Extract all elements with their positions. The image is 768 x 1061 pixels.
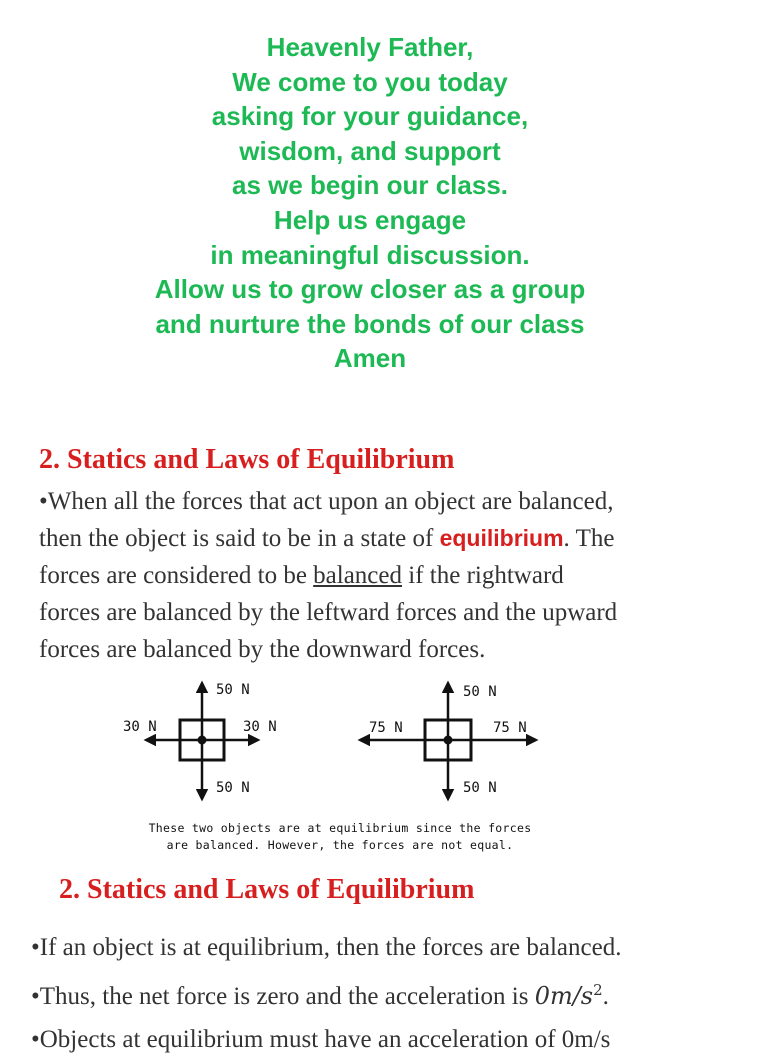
equilibrium-paragraph bbox=[39, 483, 759, 668]
paragraph-line: forces are balanced by the downward forces. bbox=[39, 636, 486, 663]
center-point bbox=[444, 736, 453, 745]
force-label-up: 50 N bbox=[463, 684, 497, 700]
paragraph-line: forces are balanced by the leftward forces and the upward bbox=[39, 599, 618, 626]
caption-line: are balanced. However, the forces are not equal. bbox=[166, 838, 514, 852]
force-label-left: 30 N bbox=[123, 719, 157, 735]
prayer-line: Amen bbox=[333, 343, 407, 374]
free-body-diagram-left bbox=[123, 682, 277, 799]
force-label-down: 50 N bbox=[216, 780, 250, 796]
prayer-block bbox=[0, 30, 740, 376]
equilibrium-term: equilibrium bbox=[439, 525, 564, 551]
prayer-line: as we begin our class. bbox=[232, 170, 508, 201]
section-heading: 2. Statics and Laws of Equilibrium bbox=[59, 874, 475, 905]
paragraph-text: . The bbox=[563, 525, 615, 552]
force-label-right: 75 N bbox=[493, 720, 527, 736]
section-heading: 2. Statics and Laws of Equilibrium bbox=[39, 444, 455, 475]
force-label-up: 50 N bbox=[216, 682, 250, 698]
prayer-line: We come to you today bbox=[232, 66, 508, 97]
force-label-left: 75 N bbox=[369, 720, 403, 736]
force-label-right: 30 N bbox=[243, 719, 277, 735]
bullet-list bbox=[31, 926, 768, 1061]
bullet-text: . bbox=[602, 983, 609, 1010]
bullet-item bbox=[31, 969, 768, 1018]
prayer-line: Help us engage bbox=[273, 204, 467, 235]
balanced-term: balanced bbox=[313, 562, 403, 589]
paragraph-line: •When all the forces that act upon an object are balanced, bbox=[39, 488, 614, 515]
prayer-line: Heavenly Father, bbox=[266, 32, 474, 62]
paragraph-line bbox=[39, 557, 759, 594]
prayer-line: in meaningful discussion. bbox=[210, 239, 530, 270]
paragraph-line bbox=[39, 520, 759, 557]
force-label-down: 50 N bbox=[463, 780, 497, 796]
diagram-caption bbox=[100, 820, 580, 854]
bullet-item-partial: •Objects at equilibrium must have an acceleration of 0m/s bbox=[31, 1026, 611, 1053]
prayer-line: asking for your guidance, bbox=[211, 101, 529, 132]
center-point bbox=[198, 736, 207, 745]
prayer-line: wisdom, and support bbox=[239, 135, 501, 166]
math-exponent: 2 bbox=[593, 981, 603, 999]
acceleration-value bbox=[535, 982, 603, 1010]
prayer-line: Allow us to grow closer as a group bbox=[154, 274, 586, 305]
bullet-item: •If an object is at equilibrium, then the forces are balanced. bbox=[31, 934, 622, 961]
force-diagram bbox=[0, 675, 768, 815]
paragraph-text: then the object is said to be in a state of bbox=[39, 525, 440, 552]
bullet-text: •Thus, the net force is zero and the acceleration is bbox=[31, 983, 535, 1010]
math-base: 0m/s bbox=[534, 982, 594, 1010]
paragraph-text: if the rightward bbox=[402, 562, 564, 589]
prayer-line: and nurture the bonds of our class bbox=[155, 308, 585, 339]
caption-line: These two objects are at equilibrium since the forces bbox=[148, 821, 532, 835]
free-body-diagram-right bbox=[360, 683, 536, 799]
paragraph-text: forces are considered to be bbox=[39, 562, 314, 589]
